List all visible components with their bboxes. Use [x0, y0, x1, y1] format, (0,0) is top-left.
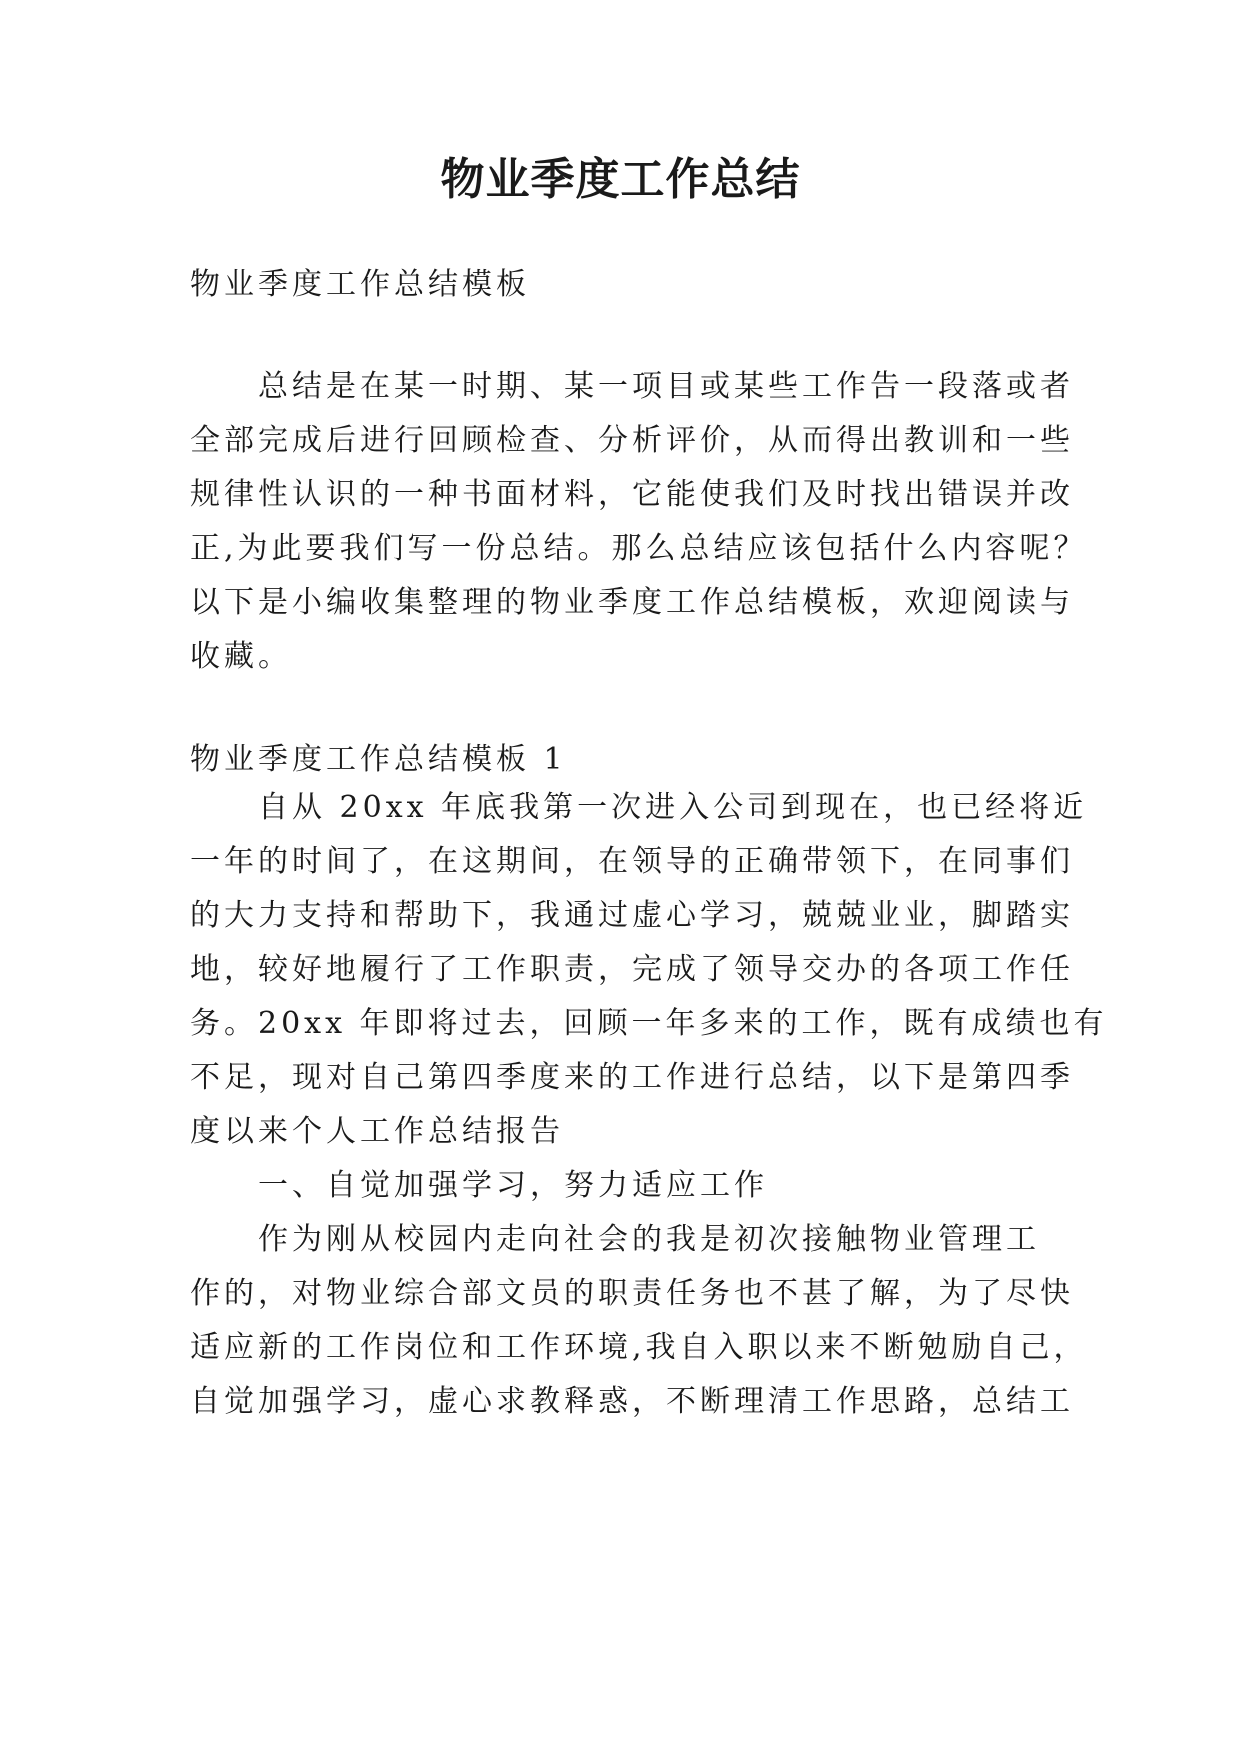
- section-heading: 一、自觉加强学习，努力适应工作: [258, 1168, 768, 1203]
- intro-line: 以下是小编收集整理的物业季度工作总结模板，欢迎阅读与: [190, 585, 1074, 620]
- body-line: 务。20xx 年即将过去，回顾一年多来的工作，既有成绩也有: [190, 1006, 1108, 1041]
- intro-line: 正,为此要我们写一份总结。那么总结应该包括什么内容呢？: [190, 531, 1088, 566]
- body-line: 的大力支持和帮助下，我通过虚心学习，兢兢业业，脚踏实: [190, 898, 1074, 933]
- section-title: 物业季度工作总结模板 1: [190, 742, 567, 777]
- body-line: 自从 20xx 年底我第一次进入公司到现在，也已经将近: [258, 790, 1088, 825]
- body-line: 地，较好地履行了工作职责，完成了领导交办的各项工作任: [190, 952, 1074, 987]
- body-line: 一年的时间了，在这期间，在领导的正确带领下，在同事们: [190, 844, 1074, 879]
- subtitle: 物业季度工作总结模板: [190, 267, 530, 302]
- body-line: 作为刚从校园内走向社会的我是初次接触物业管理工: [258, 1222, 1040, 1257]
- intro-line: 总结是在某一时期、某一项目或某些工作告一段落或者: [258, 369, 1074, 404]
- intro-line: 规律性认识的一种书面材料，它能使我们及时找出错误并改: [190, 477, 1074, 512]
- body-line: 度以来个人工作总结报告: [190, 1114, 564, 1149]
- body-line: 自觉加强学习，虚心求教释惑，不断理清工作思路，总结工: [190, 1384, 1074, 1419]
- body-line: 不足，现对自己第四季度来的工作进行总结，以下是第四季: [190, 1060, 1074, 1095]
- body-line: 作的，对物业综合部文员的职责任务也不甚了解，为了尽快: [190, 1276, 1074, 1311]
- body-line: 适应新的工作岗位和工作环境,我自入职以来不断勉励自己，: [190, 1330, 1088, 1365]
- intro-line: 全部完成后进行回顾检查、分析评价，从而得出教训和一些: [190, 423, 1074, 458]
- document-title: 物业季度工作总结: [440, 154, 801, 205]
- intro-line: 收藏。: [190, 639, 292, 674]
